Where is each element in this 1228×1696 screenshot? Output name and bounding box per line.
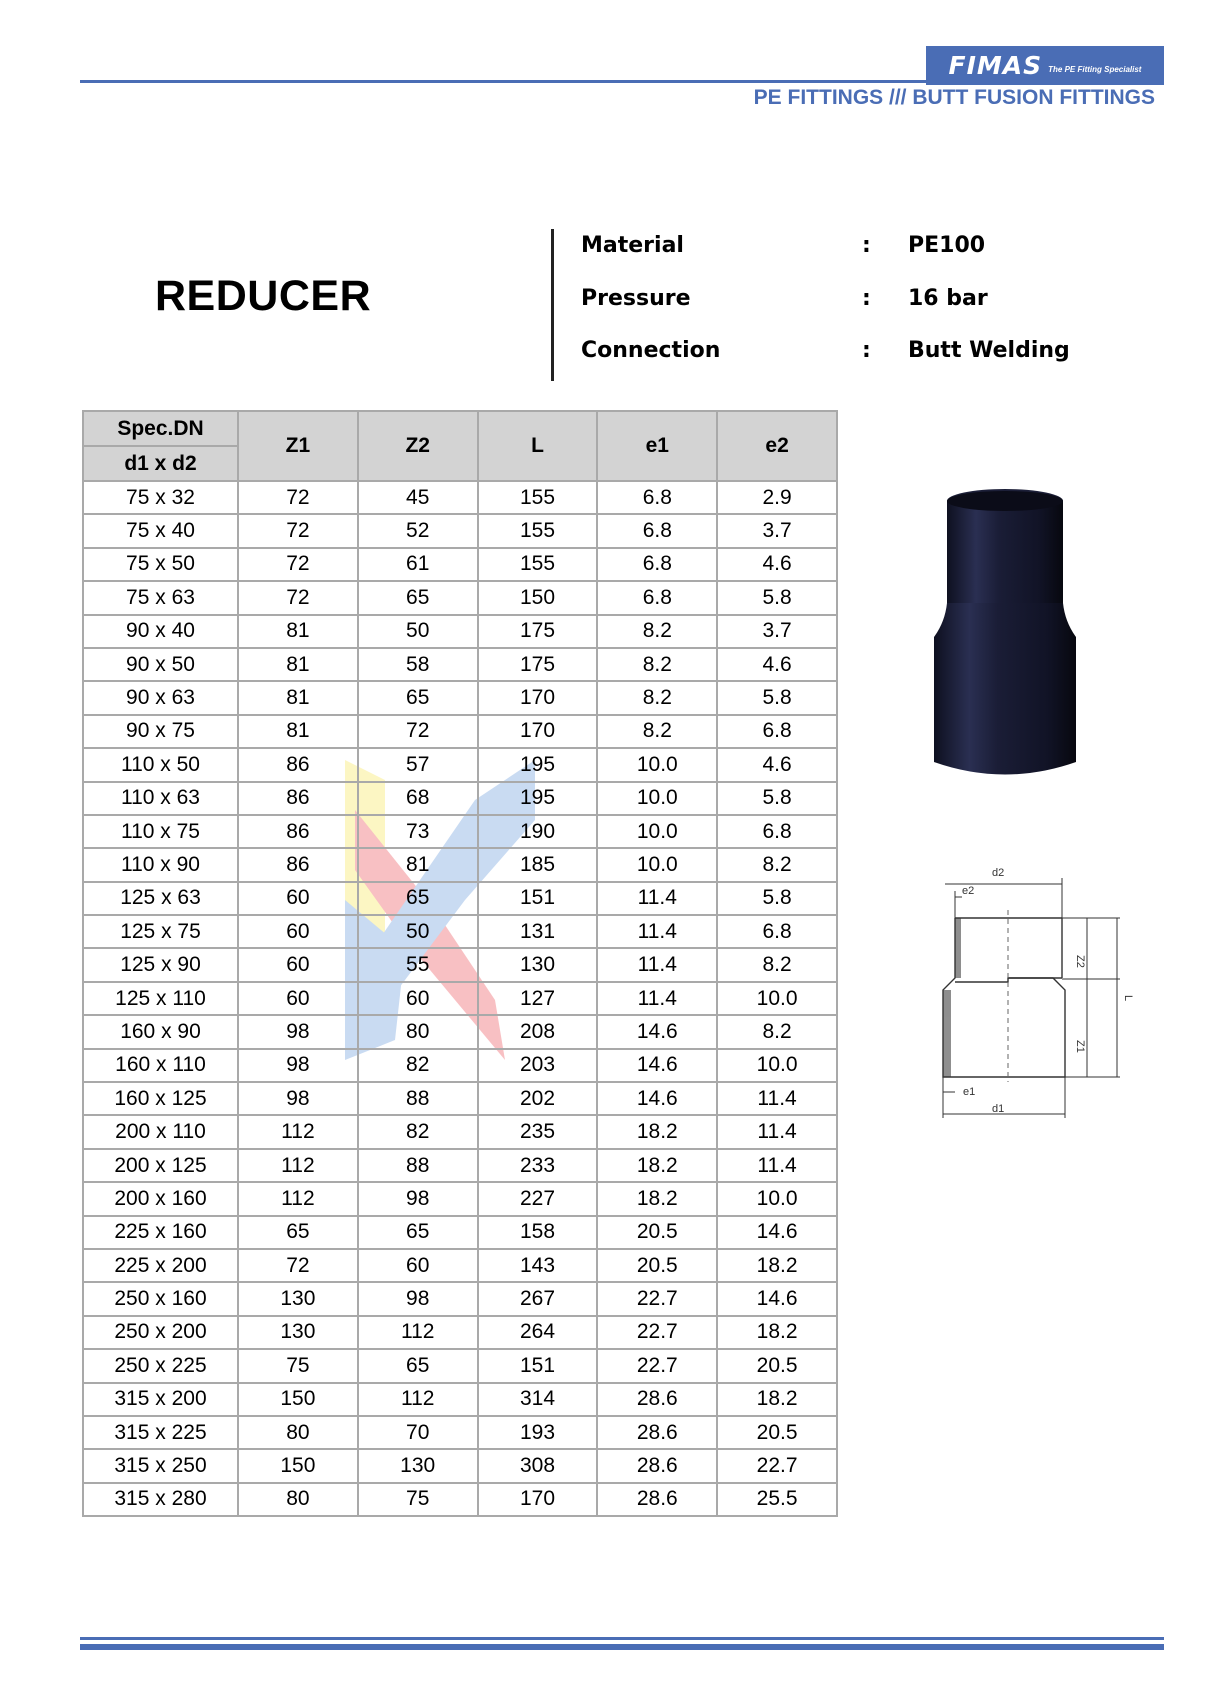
cell-z2: 65	[358, 882, 478, 915]
cell-spec-dn: 200 x 160	[83, 1182, 238, 1215]
cell-e2: 10.0	[717, 1182, 837, 1215]
footer-rule	[80, 1637, 1164, 1640]
cell-spec-dn: 90 x 75	[83, 715, 238, 748]
cell-z1: 65	[238, 1216, 358, 1249]
brand-tagline: The PE Fitting Specialist	[1048, 65, 1142, 74]
cell-spec-dn: 90 x 40	[83, 615, 238, 648]
cell-e2: 8.2	[717, 1015, 837, 1048]
cell-e2: 20.5	[717, 1349, 837, 1382]
cell-z2: 58	[358, 648, 478, 681]
table-row	[83, 1349, 837, 1382]
cell-e2: 8.2	[717, 848, 837, 881]
cell-z1: 60	[238, 982, 358, 1015]
table-header-row	[83, 411, 837, 481]
cell-z2: 65	[358, 581, 478, 614]
cell-z2: 82	[358, 1049, 478, 1082]
cell-z2: 98	[358, 1182, 478, 1215]
cell-z1: 98	[238, 1049, 358, 1082]
spec-value-material: PE100	[908, 233, 986, 258]
cell-e2: 5.8	[717, 882, 837, 915]
cell-e1: 14.6	[597, 1082, 717, 1115]
spec-divider	[551, 229, 554, 381]
cell-l: 264	[478, 1316, 598, 1349]
brand-name: FIMAS	[948, 51, 1043, 80]
cell-spec-dn: 110 x 50	[83, 748, 238, 781]
cell-e2: 10.0	[717, 982, 837, 1015]
cell-e1: 14.6	[597, 1049, 717, 1082]
cell-spec-dn: 125 x 90	[83, 948, 238, 981]
cell-e1: 10.0	[597, 815, 717, 848]
table-row	[83, 548, 837, 581]
cell-l: 170	[478, 1483, 598, 1516]
table-row	[83, 848, 837, 881]
cell-z1: 112	[238, 1115, 358, 1148]
cell-z1: 81	[238, 715, 358, 748]
spec-value-pressure: 16 bar	[908, 286, 988, 311]
brand-logo	[926, 46, 1164, 85]
cell-l: 185	[478, 848, 598, 881]
cell-spec-dn: 110 x 75	[83, 815, 238, 848]
table-row	[83, 1316, 837, 1349]
cell-z2: 50	[358, 915, 478, 948]
cell-z2: 72	[358, 715, 478, 748]
cell-z2: 80	[358, 1015, 478, 1048]
cell-z2: 55	[358, 948, 478, 981]
cell-e2: 11.4	[717, 1115, 837, 1148]
header-e1: e1	[597, 411, 717, 481]
cell-spec-dn: 225 x 200	[83, 1249, 238, 1282]
cell-l: 190	[478, 815, 598, 848]
cell-e2: 5.8	[717, 581, 837, 614]
cell-e1: 11.4	[597, 882, 717, 915]
cell-l: 155	[478, 514, 598, 547]
table-row	[83, 681, 837, 714]
spec-value-connection: Butt Welding	[908, 338, 1070, 363]
cell-spec-dn: 75 x 50	[83, 548, 238, 581]
cell-z1: 81	[238, 681, 358, 714]
cell-spec-dn: 110 x 90	[83, 848, 238, 881]
cell-e1: 20.5	[597, 1216, 717, 1249]
cell-z2: 73	[358, 815, 478, 848]
cell-spec-dn: 315 x 225	[83, 1416, 238, 1449]
cell-e1: 28.6	[597, 1383, 717, 1416]
table-row	[83, 1049, 837, 1082]
cell-l: 130	[478, 948, 598, 981]
cell-e1: 18.2	[597, 1115, 717, 1148]
cell-e2: 25.5	[717, 1483, 837, 1516]
table-row	[83, 1216, 837, 1249]
cell-z1: 112	[238, 1182, 358, 1215]
cell-z1: 72	[238, 514, 358, 547]
cell-z1: 72	[238, 581, 358, 614]
spec-colon: :	[862, 233, 871, 258]
cell-z1: 60	[238, 915, 358, 948]
cell-z2: 68	[358, 782, 478, 815]
label-z1: Z1	[1074, 1040, 1086, 1053]
cell-z2: 82	[358, 1115, 478, 1148]
cell-e1: 14.6	[597, 1015, 717, 1048]
header-l: L	[478, 411, 598, 481]
cell-z1: 81	[238, 615, 358, 648]
header-e2: e2	[717, 411, 837, 481]
cell-e1: 6.8	[597, 548, 717, 581]
cell-l: 127	[478, 982, 598, 1015]
cell-l: 203	[478, 1049, 598, 1082]
cell-spec-dn: 125 x 75	[83, 915, 238, 948]
cell-l: 170	[478, 715, 598, 748]
cell-e2: 3.7	[717, 514, 837, 547]
cell-e1: 10.0	[597, 748, 717, 781]
cell-e1: 11.4	[597, 982, 717, 1015]
label-e1: e1	[963, 1086, 976, 1098]
cell-l: 131	[478, 915, 598, 948]
cell-spec-dn: 110 x 63	[83, 782, 238, 815]
cell-z2: 50	[358, 615, 478, 648]
cell-z1: 112	[238, 1149, 358, 1182]
cell-l: 175	[478, 615, 598, 648]
cell-l: 195	[478, 782, 598, 815]
table-row	[83, 581, 837, 614]
cell-l: 202	[478, 1082, 598, 1115]
cell-spec-dn: 75 x 63	[83, 581, 238, 614]
cell-z2: 75	[358, 1483, 478, 1516]
cell-l: 170	[478, 681, 598, 714]
cell-z1: 86	[238, 782, 358, 815]
cell-z1: 60	[238, 882, 358, 915]
cell-z1: 80	[238, 1416, 358, 1449]
cell-e1: 11.4	[597, 915, 717, 948]
cell-z1: 72	[238, 1249, 358, 1282]
cell-e2: 20.5	[717, 1416, 837, 1449]
cell-z1: 60	[238, 948, 358, 981]
cell-e1: 11.4	[597, 948, 717, 981]
cell-l: 143	[478, 1249, 598, 1282]
cell-z1: 150	[238, 1449, 358, 1482]
cell-spec-dn: 250 x 200	[83, 1316, 238, 1349]
cell-e1: 10.0	[597, 782, 717, 815]
cell-l: 150	[478, 581, 598, 614]
cell-z1: 86	[238, 815, 358, 848]
cell-z2: 112	[358, 1316, 478, 1349]
cell-spec-dn: 160 x 90	[83, 1015, 238, 1048]
cell-spec-dn: 160 x 125	[83, 1082, 238, 1115]
spec-label-pressure: Pressure	[581, 286, 691, 311]
table-row	[83, 1282, 837, 1315]
table-row	[83, 1416, 837, 1449]
cell-e2: 4.6	[717, 548, 837, 581]
cell-l: 158	[478, 1216, 598, 1249]
cell-l: 175	[478, 648, 598, 681]
cell-z1: 80	[238, 1483, 358, 1516]
spec-label-material: Material	[581, 233, 684, 258]
cell-e1: 18.2	[597, 1182, 717, 1215]
cell-l: 314	[478, 1383, 598, 1416]
cell-e1: 22.7	[597, 1349, 717, 1382]
cell-e2: 4.6	[717, 748, 837, 781]
label-l: L	[1122, 995, 1134, 1002]
cell-e1: 10.0	[597, 848, 717, 881]
label-d2: d2	[992, 867, 1005, 879]
cell-e1: 28.6	[597, 1449, 717, 1482]
cell-e2: 5.8	[717, 782, 837, 815]
table-body	[83, 481, 837, 1516]
table-row	[83, 514, 837, 547]
table-row	[83, 1082, 837, 1115]
cell-z2: 130	[358, 1449, 478, 1482]
cell-z2: 60	[358, 1249, 478, 1282]
table-row	[83, 915, 837, 948]
cell-z1: 72	[238, 548, 358, 581]
cell-e1: 22.7	[597, 1316, 717, 1349]
cell-l: 195	[478, 748, 598, 781]
cell-spec-dn: 125 x 63	[83, 882, 238, 915]
cell-e1: 8.2	[597, 715, 717, 748]
cell-spec-dn: 200 x 125	[83, 1149, 238, 1182]
cell-z2: 45	[358, 481, 478, 514]
table-row	[83, 1249, 837, 1282]
cell-e2: 6.8	[717, 815, 837, 848]
cell-e2: 14.6	[717, 1282, 837, 1315]
table-row	[83, 1149, 837, 1182]
cell-spec-dn: 90 x 63	[83, 681, 238, 714]
cell-e2: 22.7	[717, 1449, 837, 1482]
cell-z1: 98	[238, 1015, 358, 1048]
label-d1: d1	[992, 1103, 1005, 1115]
cell-e2: 14.6	[717, 1216, 837, 1249]
cell-spec-dn: 250 x 160	[83, 1282, 238, 1315]
cell-l: 151	[478, 882, 598, 915]
cell-spec-dn: 160 x 110	[83, 1049, 238, 1082]
table-row	[83, 1383, 837, 1416]
cell-z2: 88	[358, 1149, 478, 1182]
spec-colon: :	[862, 338, 871, 363]
cell-z2: 65	[358, 681, 478, 714]
table-row	[83, 815, 837, 848]
cell-z2: 88	[358, 1082, 478, 1115]
dimension-table	[82, 410, 838, 1517]
product-photo	[930, 487, 1080, 782]
cell-z1: 86	[238, 848, 358, 881]
cell-spec-dn: 315 x 200	[83, 1383, 238, 1416]
cell-z2: 52	[358, 514, 478, 547]
cell-spec-dn: 315 x 280	[83, 1483, 238, 1516]
cell-e2: 11.4	[717, 1149, 837, 1182]
header-z1: Z1	[238, 411, 358, 481]
footer-rule-thick	[80, 1644, 1164, 1650]
cell-l: 308	[478, 1449, 598, 1482]
cell-z2: 81	[358, 848, 478, 881]
cell-e2: 18.2	[717, 1316, 837, 1349]
table-row	[83, 1182, 837, 1215]
cell-z1: 72	[238, 481, 358, 514]
cell-z2: 98	[358, 1282, 478, 1315]
cell-l: 193	[478, 1416, 598, 1449]
cell-e1: 6.8	[597, 581, 717, 614]
cell-l: 233	[478, 1149, 598, 1182]
cell-e1: 6.8	[597, 514, 717, 547]
cell-l: 151	[478, 1349, 598, 1382]
cell-e2: 5.8	[717, 681, 837, 714]
spec-label-connection: Connection	[581, 338, 721, 363]
cell-e2: 3.7	[717, 615, 837, 648]
cell-z2: 112	[358, 1383, 478, 1416]
cell-z2: 65	[358, 1216, 478, 1249]
table-row	[83, 615, 837, 648]
cell-e2: 6.8	[717, 915, 837, 948]
table-row	[83, 481, 837, 514]
section-header: PE FITTINGS /// BUTT FUSION FITTINGS	[753, 86, 1155, 109]
label-e2: e2	[962, 885, 975, 897]
cell-e1: 6.8	[597, 481, 717, 514]
cell-z2: 65	[358, 1349, 478, 1382]
cell-e2: 18.2	[717, 1249, 837, 1282]
technical-drawing	[935, 860, 1145, 1140]
cell-e2: 2.9	[717, 481, 837, 514]
cell-e2: 11.4	[717, 1082, 837, 1115]
cell-e1: 8.2	[597, 615, 717, 648]
cell-z2: 70	[358, 1416, 478, 1449]
cell-e2: 18.2	[717, 1383, 837, 1416]
cell-z1: 130	[238, 1316, 358, 1349]
cell-spec-dn: 315 x 250	[83, 1449, 238, 1482]
table-row	[83, 1015, 837, 1048]
cell-l: 208	[478, 1015, 598, 1048]
table-row	[83, 1483, 837, 1516]
cell-spec-dn: 75 x 32	[83, 481, 238, 514]
cell-l: 155	[478, 548, 598, 581]
cell-z1: 81	[238, 648, 358, 681]
cell-e1: 8.2	[597, 681, 717, 714]
cell-l: 227	[478, 1182, 598, 1215]
cell-spec-dn: 90 x 50	[83, 648, 238, 681]
cell-spec-dn: 125 x 110	[83, 982, 238, 1015]
header-spec-line2: d1 x d2	[124, 451, 197, 475]
cell-l: 155	[478, 481, 598, 514]
spec-colon: :	[862, 286, 871, 311]
cell-e1: 22.7	[597, 1282, 717, 1315]
table-row	[83, 982, 837, 1015]
cell-z1: 98	[238, 1082, 358, 1115]
cell-e1: 28.6	[597, 1416, 717, 1449]
cell-z2: 61	[358, 548, 478, 581]
cell-e2: 8.2	[717, 948, 837, 981]
cell-z1: 86	[238, 748, 358, 781]
cell-e2: 6.8	[717, 715, 837, 748]
table-row	[83, 948, 837, 981]
label-z2: Z2	[1074, 955, 1086, 968]
cell-e1: 28.6	[597, 1483, 717, 1516]
table-row	[83, 882, 837, 915]
header-z2: Z2	[358, 411, 478, 481]
table-row	[83, 1115, 837, 1148]
table-row	[83, 648, 837, 681]
cell-spec-dn: 200 x 110	[83, 1115, 238, 1148]
table-row	[83, 1449, 837, 1482]
cell-spec-dn: 225 x 160	[83, 1216, 238, 1249]
cell-z1: 150	[238, 1383, 358, 1416]
product-title: REDUCER	[155, 272, 372, 320]
table-row	[83, 715, 837, 748]
cell-z2: 60	[358, 982, 478, 1015]
cell-z1: 130	[238, 1282, 358, 1315]
cell-spec-dn: 250 x 225	[83, 1349, 238, 1382]
cell-spec-dn: 75 x 40	[83, 514, 238, 547]
cell-z1: 75	[238, 1349, 358, 1382]
cell-e2: 4.6	[717, 648, 837, 681]
cell-l: 235	[478, 1115, 598, 1148]
header-spec-line1: Spec.DN	[84, 412, 237, 447]
header-spec-dn	[83, 411, 238, 481]
cell-e1: 20.5	[597, 1249, 717, 1282]
cell-z2: 57	[358, 748, 478, 781]
cell-e1: 18.2	[597, 1149, 717, 1182]
cell-e2: 10.0	[717, 1049, 837, 1082]
cell-l: 267	[478, 1282, 598, 1315]
table-row	[83, 748, 837, 781]
cell-e1: 8.2	[597, 648, 717, 681]
table-row	[83, 782, 837, 815]
